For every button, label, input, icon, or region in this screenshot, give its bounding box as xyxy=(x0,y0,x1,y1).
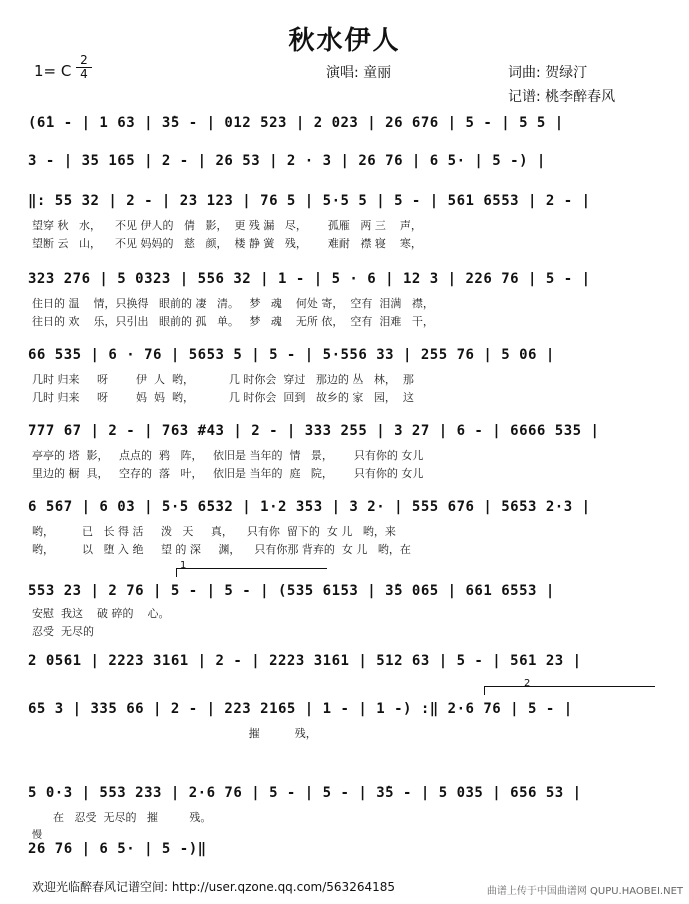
time-signature-top: 2 xyxy=(80,53,88,67)
volta-1-label: 1 xyxy=(180,560,187,571)
volta-2-label: 2 xyxy=(524,678,531,689)
notation-row-8: 553 23 | 2 76 | 5 - | 5 - | (535 6153 | 3̇5 065 | 661 6553 | xyxy=(28,583,555,599)
lyrics-row-10-verse-1: 摧 残， xyxy=(32,727,317,740)
time-signature-bottom: 4 xyxy=(76,67,92,81)
lyrics-row-8-verse-2: 忍受 无尽的 xyxy=(32,625,94,638)
notation-row-1: (6̇1 - | 1 63 | 3̇5 - | 012 523 | 2 023 | 26 676 | 5 - | 5 5 | xyxy=(28,115,564,131)
notation-row-5: 66 535 | 6 · 76 | 5653 5 | 5 - | 5·556 33 | 255 76 | 5 06 | xyxy=(28,347,555,363)
volta-1-bracket xyxy=(176,568,327,577)
lyrics-row-8-verse-1: 安慰 我这 破 碎的 心。 xyxy=(32,607,170,620)
composer-credit: 词曲: 贺绿汀 xyxy=(508,65,588,81)
notation-row-10: 65 3 | 335 66 | 2 - | 223 2165 | 1 - | 1 -) :‖ 2·6 76 | 5 - | xyxy=(28,701,573,717)
notation-row-9: 2 0561 | 2223 3161 | 2 - | 2223 3161 | 512 63 | 5 - | 561 23 | xyxy=(28,653,582,669)
notation-row-6: 777 67 | 2 - | 763 #43 | 2 - | 333 255 | 3 27 | 6 - | 6666 535 | xyxy=(28,423,600,439)
lyrics-row-3-verse-1: 望穿 秋 水， 不见 伊人的 倩 影， 更 残 漏 尽， 孤雁 两 三 声， xyxy=(32,219,422,232)
lyrics-row-5-verse-2: 几时 归来 呀 妈 妈 哟， 几 时你会 回到 故乡的 家 园， 这 xyxy=(32,391,414,404)
notation-row-7: 6 567 | 6 03 | 5·5 6532 | 1·2 353 | 3 2· | 555 676 | 5653 2·3 | xyxy=(28,499,591,515)
lyrics-row-6-verse-2: 里边的 橱 具， 空存的 落 叶， 依旧是 当年的 庭 院， 只有你的 女儿 xyxy=(32,467,424,480)
notation-row-3: ‖: 55 32 | 2 - | 23 123 | 76 5 | 5·5 5 | 5 - | 561 6553 | 2 - | xyxy=(28,193,591,209)
lyrics-row-7-verse-2: 哟， 以 堕 入 绝 望 的 深 渊， 只有你那 背弃的 女 儿 哟，在 xyxy=(32,543,411,556)
lyrics-row-4-verse-2: 往日的 欢 乐，只引出 眼前的 孤 单。 梦 魂 无所 依， 空有 泪难 干， xyxy=(32,315,434,328)
key-signature: 1= C xyxy=(34,62,72,80)
notation-row-11: 5 0·3 | 553 233 | 2·6 76 | 5 - | 5 - | 3̇5 - | 5 035 | 656 53 | xyxy=(28,785,582,801)
tempo-mark: 慢 xyxy=(32,830,42,841)
volta-2-bracket xyxy=(484,686,655,695)
lyrics-row-3-verse-2: 望断 云 山， 不见 妈妈的 慈 颜， 楼 静 黉 残， 难耐 襟 寝 寒， xyxy=(32,237,422,250)
transcriber-credit: 记谱: 桃李醉春风 xyxy=(508,89,616,105)
lyrics-row-11-verse-1: 在 忍受 无尽的 摧 残。 xyxy=(32,811,212,824)
time-signature xyxy=(76,54,92,81)
lyrics-row-4-verse-1: 住日的 温 情，只换得 眼前的 凄 清。 梦 魂 何处 寄， 空有 泪满 襟， xyxy=(32,297,434,310)
notation-row-2: 3 - | 35 165 | 2 - | 26 53 | 2 · 3 | 26 76 | 6 5· | 5 -) | xyxy=(28,153,546,169)
song-title: 秋水伊人 xyxy=(288,26,401,56)
footer-visit-link[interactable]: 欢迎光临醉春风记谱空间: http://user.qzone.qq.com/563264185 xyxy=(32,880,396,894)
lyrics-row-6-verse-1: 亭亭的 塔 影， 点点的 鸦 阵， 依旧是 当年的 情 景， 只有你的 女儿 xyxy=(32,449,424,462)
lyrics-row-5-verse-1: 几时 归来 呀 伊 人 哟， 几 时你会 穿过 那边的 丛 林， 那 xyxy=(32,373,414,386)
notation-row-12: 26 76 | 6 5· | 5 -)‖ xyxy=(28,841,207,857)
upload-credit-watermark: 曲谱上传于中国曲谱网 QUPU.HAOBEI.NET xyxy=(486,886,683,897)
lyrics-row-7-verse-1: 哟， 已 长 得 活 泼 天 真， 只有你 留下的 女 儿 哟，来 xyxy=(32,525,396,538)
notation-row-4: 323 276 | 5 0323 | 556 32 | 1 - | 5 · 6 | 12 3 | 226 76 | 5 - | xyxy=(28,271,591,287)
singer-credit: 演唱: 童丽 xyxy=(326,65,392,81)
